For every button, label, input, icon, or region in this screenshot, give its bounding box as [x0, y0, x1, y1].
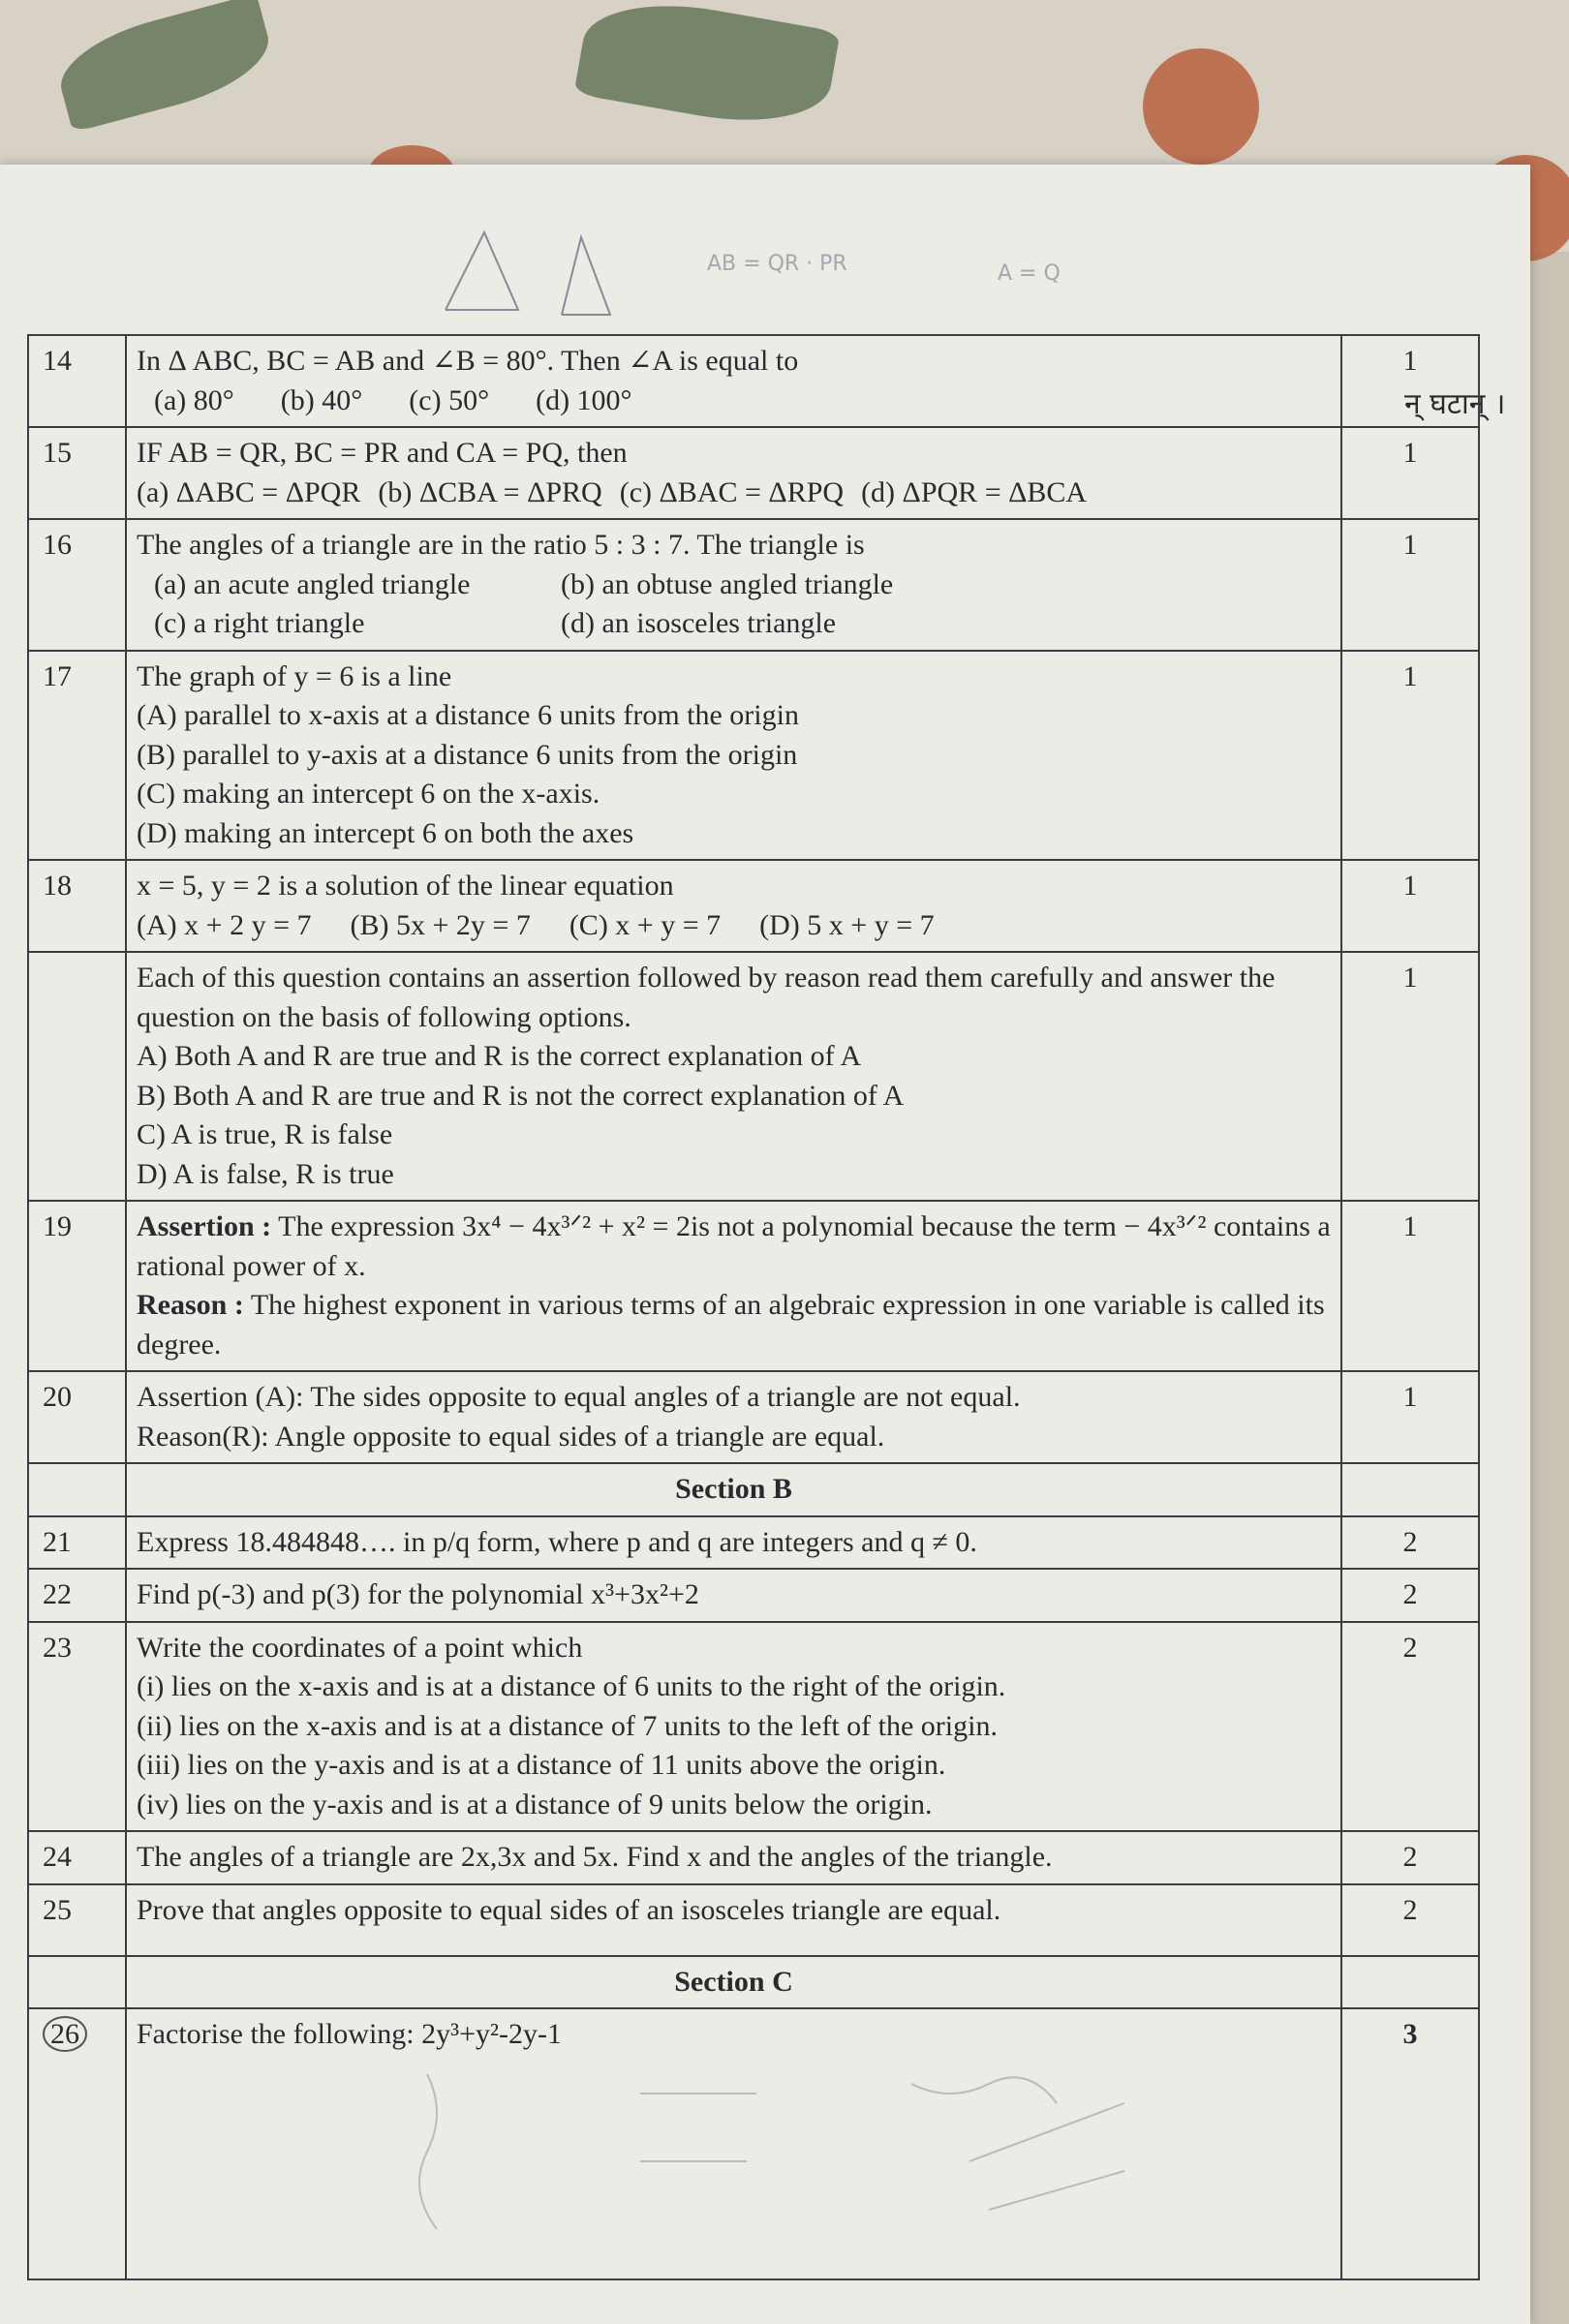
question-row-19: [28, 1201, 1479, 1371]
sub-item: (iii) lies on the y-axis and is at a distance of 11 units above the origin.: [137, 1749, 946, 1781]
question-text: The angles of a triangle are 2x,3x and 5x. Find x and the angles of the triangle.: [126, 1831, 1341, 1884]
question-number: 16: [28, 519, 126, 651]
question-text: Prove that angles opposite to equal sides of an isosceles triangle are equal.: [126, 1884, 1341, 1956]
marks: 1: [1341, 1371, 1479, 1463]
question-text: Express 18.484848…. in p/q form, where p and q are integers and q ≠ 0.: [126, 1516, 1341, 1570]
pencil-rough-work: [137, 2055, 1202, 2268]
question-number: 17: [28, 651, 126, 861]
question-text: Write the coordinates of a point which: [137, 1631, 583, 1664]
question-body: [126, 651, 1341, 861]
question-text: Find p(-3) and p(3) for the polynomial x³+3x²+2: [126, 1569, 1341, 1622]
reason: [137, 1286, 1331, 1364]
question-row-24: [28, 1831, 1479, 1884]
question-body: [126, 2008, 1341, 2279]
question-number: 21: [28, 1516, 126, 1570]
ar-option-b: B) Both A and R are true and R is not the correct explanation of A: [137, 1079, 905, 1112]
question-body: [126, 1201, 1341, 1371]
marks: 2: [1341, 1516, 1479, 1570]
assertion-reason-instructions: [28, 952, 1479, 1201]
ar-option-a: A) Both A and R are true and R is the correct explanation of A: [137, 1040, 862, 1072]
option-a: (A) parallel to x-axis at a distance 6 units from the origin: [137, 699, 799, 731]
option-b: (B) 5x + 2y = 7: [350, 908, 531, 941]
question-body: [126, 519, 1341, 651]
ar-option-d: D) A is false, R is true: [137, 1157, 394, 1190]
option-d: (d) ΔPQR = ΔBCA: [861, 475, 1088, 508]
option-a: (a) ΔABC = ΔPQR: [137, 475, 361, 508]
question-number: 18: [28, 860, 126, 952]
sub-item: (i) lies on the x-axis and is at a distance of 6 units to the right of the origin.: [137, 1670, 1006, 1702]
option-d: (d) 100°: [536, 383, 632, 416]
question-row-15: [28, 427, 1479, 519]
section-title: Section B: [126, 1463, 1341, 1516]
option-b: (b) an obtuse angled triangle: [561, 567, 894, 600]
options: [137, 566, 1331, 644]
rough-work-area: [137, 2055, 1331, 2273]
marks: 2: [1341, 1569, 1479, 1622]
option-a: (a) 80°: [154, 383, 234, 416]
option-d: (D) making an intercept 6 on both the axes: [137, 816, 634, 849]
question-row-17: [28, 651, 1479, 861]
section-b-header: [28, 1463, 1479, 1516]
question-number: [28, 2008, 126, 2279]
ar-option-c: C) A is true, R is false: [137, 1118, 393, 1150]
assertion-text: The expression 3x⁴ − 4x³ᐟ² + x² = 2is not a polynomial because the term − 4x³ᐟ² contains a rational power of x.: [137, 1210, 1331, 1282]
question-number: 23: [28, 1622, 126, 1832]
option-d: (d) an isosceles triangle: [561, 607, 837, 639]
assertion-text: Assertion (A): The sides opposite to equal angles of a triangle are not equal.: [137, 1381, 1021, 1413]
marks: 1: [1341, 860, 1479, 952]
sub-item: (ii) lies on the x-axis and is at a distance of 7 units to the left of the origin.: [137, 1709, 998, 1742]
leaf-pattern: [573, 0, 840, 138]
section-c-header: [28, 1956, 1479, 2009]
question-text: x = 5, y = 2 is a solution of the linear equation: [137, 870, 674, 902]
question-number: 22: [28, 1569, 126, 1622]
question-text: IF AB = QR, BC = PR and CA = PQ, then: [137, 437, 628, 469]
question-table: [27, 334, 1480, 2280]
marks: 1: [1341, 952, 1479, 1201]
sub-item: (iv) lies on the y-axis and is at a distance of 9 units below the origin.: [137, 1788, 933, 1820]
option-c: (c) a right triangle: [154, 607, 365, 639]
options: [137, 906, 1331, 946]
marks: 1: [1341, 427, 1479, 519]
option-c: (c) 50°: [409, 383, 490, 416]
margin-note: न् घटान् ।: [1404, 387, 1506, 421]
question-text: The angles of a triangle are in the ratio 5 : 3 : 7. The triangle is: [137, 529, 865, 561]
option-a: (a) an acute angled triangle: [154, 567, 471, 600]
options: [137, 474, 1331, 513]
leaf-pattern: [50, 0, 279, 133]
option-a: (A) x + 2 y = 7: [137, 908, 312, 941]
flower-pattern: [1143, 48, 1259, 165]
reason-label: Reason :: [137, 1289, 244, 1321]
triangle-sketch: [426, 228, 678, 334]
question-row-22: [28, 1569, 1479, 1622]
question-body: [126, 1622, 1341, 1832]
question-row-14: [28, 335, 1479, 427]
pencil-scribble: AB = QR · PR: [707, 252, 847, 276]
option-c: (C) making an intercept 6 on the x-axis.: [137, 778, 600, 810]
option-b: (b) ΔCBA = ΔPRQ: [378, 475, 602, 508]
question-row-16: [28, 519, 1479, 651]
question-body: [126, 860, 1341, 952]
question-text: In Δ ABC, BC = AB and ∠B = 80°. Then ∠A is equal to: [137, 345, 799, 377]
question-text: Factorise the following: 2y³+y²-2y-1: [137, 2018, 562, 2050]
question-number: 20: [28, 1371, 126, 1463]
pencil-scribble: A = Q: [998, 261, 1061, 286]
question-body: [126, 1371, 1341, 1463]
marks: 1: [1341, 335, 1479, 427]
marks: 3: [1341, 2008, 1479, 2279]
marks: 2: [1341, 1622, 1479, 1832]
question-row-23: [28, 1622, 1479, 1832]
question-row-20: [28, 1371, 1479, 1463]
question-body: [126, 427, 1341, 519]
question-body: [126, 335, 1341, 427]
question-number: 14: [28, 335, 126, 427]
marks: 2: [1341, 1831, 1479, 1884]
marks: 1: [1341, 1201, 1479, 1371]
option-c: (c) ΔBAC = ΔRPQ: [619, 475, 845, 508]
question-row-21: [28, 1516, 1479, 1570]
reason-text: Reason(R): Angle opposite to equal sides of a triangle are equal.: [137, 1420, 885, 1452]
reason-text: The highest exponent in various terms of an algebraic expression in one variable is called its degree.: [137, 1289, 1325, 1361]
assertion: [137, 1208, 1331, 1286]
instruction-text: Each of this question contains an assertion followed by reason read them carefully and answer the question on the basis of following options.: [137, 962, 1276, 1033]
option-d: (D) 5 x + y = 7: [759, 908, 935, 941]
marks: 1: [1341, 519, 1479, 651]
question-number: 19: [28, 1201, 126, 1371]
option-b: (b) 40°: [280, 383, 363, 416]
question-row-26: [28, 2008, 1479, 2279]
question-row-25: [28, 1884, 1479, 1956]
assertion-label: Assertion :: [137, 1210, 272, 1242]
marks: 1: [1341, 651, 1479, 861]
question-text: The graph of y = 6 is a line: [137, 659, 452, 692]
option-c: (C) x + y = 7: [569, 908, 722, 941]
question-number: 24: [28, 1831, 126, 1884]
options: [137, 382, 1331, 421]
question-number: 25: [28, 1884, 126, 1956]
question-row-18: [28, 860, 1479, 952]
marks: 2: [1341, 1884, 1479, 1956]
option-b: (B) parallel to y-axis at a distance 6 units from the origin: [137, 738, 798, 771]
question-number: 15: [28, 427, 126, 519]
circled-number: 26: [43, 2016, 87, 2052]
section-title: Section C: [126, 1956, 1341, 2009]
instruction-body: [126, 952, 1341, 1201]
